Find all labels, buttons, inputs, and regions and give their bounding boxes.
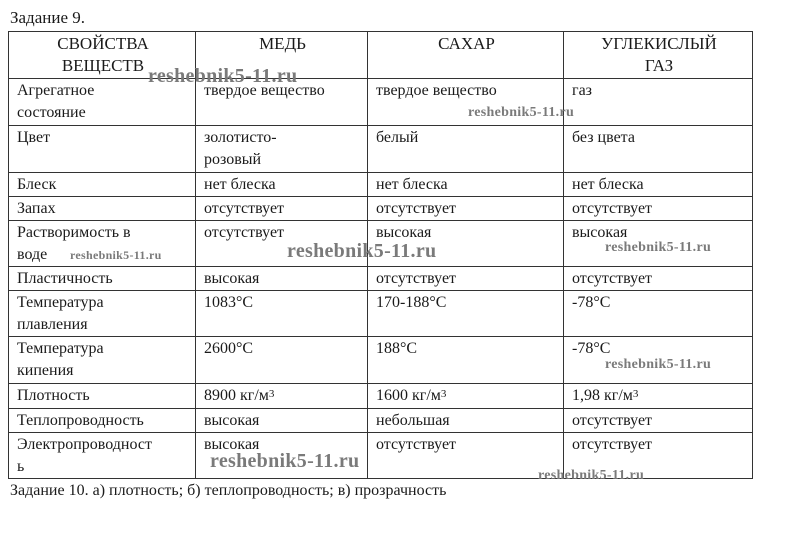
sugar-value: белый [368,126,564,173]
watermark: reshebnik5-11.ru [210,450,360,472]
sugar-value: нет блеска [368,173,564,197]
property-name: Плотность [9,384,196,409]
property-name: Пластичность [9,267,196,291]
watermark: reshebnik5-11.ru [468,105,575,120]
co2-value: отсутствует [564,267,753,291]
table-row [9,384,753,409]
property-name: Температура плавления [9,291,196,337]
sugar-value: высокая [368,221,564,267]
copper-value: отсутствует [196,221,368,267]
sugar-value: отсутствует [368,197,564,221]
co2-value: нет блеска [564,173,753,197]
copper-value: высокая [196,409,368,433]
header-carbon-dioxide: УГЛЕКИСЛЫЙ ГАЗ [564,32,753,79]
table-row [9,173,753,197]
table-header-row [9,32,753,79]
copper-value: твердое вещество [196,79,368,126]
copper-value: отсутствует [196,197,368,221]
sugar-value: небольшая [368,409,564,433]
watermark: reshebnik5-11.ru [70,248,162,262]
co2-value: высокая [564,221,753,267]
property-name: Теплопроводность [9,409,196,433]
table-row [9,197,753,221]
co2-value: газ [564,79,753,126]
property-name: Запах [9,197,196,221]
header-copper: МЕДЬ [196,32,368,79]
header-properties: СВОЙСТВА ВЕЩЕСТВ [9,32,196,79]
table-row [9,291,753,337]
property-name: Температура кипения [9,337,196,384]
watermark: reshebnik5-11.ru [148,65,298,87]
watermark: reshebnik5-11.ru [287,240,437,262]
task-9-heading: Задание 9. [10,8,85,27]
density-exponent: 3 [268,388,275,400]
density-exponent: 3 [632,388,639,400]
copper-value: нет блеска [196,173,368,197]
co2-value: -78°С [564,291,753,337]
co2-value: -78°С [564,337,753,384]
sugar-value: 170-188°С [368,291,564,337]
sugar-value: 188°С [368,337,564,384]
property-name: Блеск [9,173,196,197]
co2-value: без цвета [564,126,753,173]
sugar-value: отсутствует [368,433,564,479]
table-row [9,267,753,291]
copper-value: золотисто- розовый [196,126,368,173]
co2-value: отсутствует [564,409,753,433]
sugar-value: 1600 $кг/м^3$ [368,384,564,409]
copper-value: 8900 $кг/м^3$ [196,384,368,409]
table-row [9,79,753,126]
table-row [9,126,753,173]
property-name: Растворимость в воде [9,221,196,267]
watermark: reshebnik5-11.ru [605,357,712,372]
density-exponent: 3 [440,388,447,400]
copper-value: 2600°С [196,337,368,384]
co2-value: отсутствует [564,433,753,479]
copper-value: 1083°С [196,291,368,337]
copper-value: высокая [196,267,368,291]
copper-value: высокая [196,433,368,479]
property-name: Агрегатное состояние [9,79,196,126]
co2-value: отсутствует [564,197,753,221]
watermark: reshebnik5-11.ru [538,468,645,483]
table-row [9,409,753,433]
watermark: reshebnik5-11.ru [605,240,712,255]
property-name: Цвет [9,126,196,173]
co2-value: 1,98 $кг/м^3$ [564,384,753,409]
header-sugar: САХАР [368,32,564,79]
sugar-value: отсутствует [368,267,564,291]
task-10-answer: Задание 10. а) плотность; б) теплопроводность; в) прозрачность [10,482,447,499]
property-name: Электропроводност ь [9,433,196,479]
sugar-value: твердое вещество [368,79,564,126]
